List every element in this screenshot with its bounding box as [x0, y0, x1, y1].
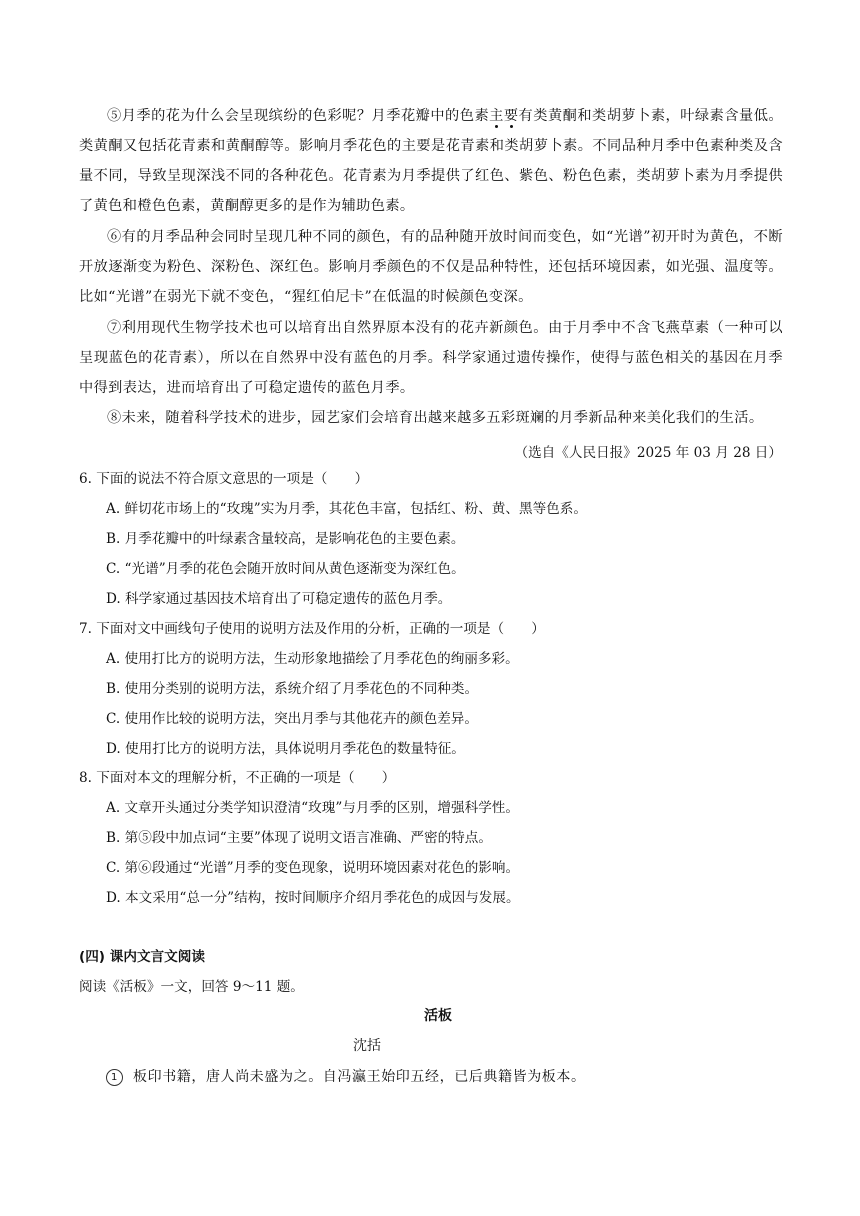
text-author: 沈括	[353, 1038, 381, 1054]
question-7-stem: 7. 下面对文中画线句子使用的说明方法及作用的分析，正确的一项是（ ）	[79, 621, 545, 637]
question-8-option-c: C. 第⑥段通过“光谱”月季的变色现象，说明环境因素对花色的影响。	[106, 860, 520, 876]
paragraph-5-text-b: 有类黄酮和类胡萝卜素，叶绿素含量低。类黄酮又包括花青素和黄酮醇等。影响月季花色的主要是花青素和类胡萝卜素。不同品种月季中色素种类及含量不同，导致呈现深浅不同的各种花色。花青素为月季提供了红色、紫色、粉色色素，类胡萝卜素为月季提供了黄色和橙色色素，黄酮醇更多的是作为辅助色素。	[79, 108, 783, 214]
paragraph-7: ⑦利用现代生物学技术也可以培育出自然界原本没有的花卉新颜色。由于月季中不含飞燕草素（一种可以呈现蓝色的花青素），所以在自然界中没有蓝色的月季。科学家通过遗传操作，使得与蓝色相关的基因在月季中得到表达，进而培育出了可稳定遗传的蓝色月季。	[79, 320, 783, 396]
question-8-option-d: D. 本文采用“总一分”结构，按时间顺序介绍月季花色的成因与发展。	[106, 890, 520, 906]
question-6-option-b: B. 月季花瓣中的叶绿素含量较高，是影响花色的主要色素。	[106, 531, 465, 547]
paragraph-number-1: 1	[106, 1069, 123, 1086]
section-intro: 阅读《活板》一文，回答 9～11 题。	[79, 979, 304, 995]
emphasis-dot-word-2: 要	[503, 108, 519, 124]
classical-paragraph-1	[106, 1066, 586, 1086]
text-title: 活板	[424, 1008, 452, 1024]
question-8-option-b: B. 第⑤段中加点词“主要”体现了说明文语言准确、严密的特点。	[106, 830, 492, 846]
paragraph-8: ⑧未来，随着科学技术的进步，园艺家们会培育出越来越多五彩斑斓的月季新品种来美化我们的生活。	[107, 410, 764, 426]
question-6-option-c: C. “光谱”月季的花色会随开放时间从黄色逐渐变为深红色。	[106, 561, 465, 577]
question-7-option-c: C. 使用作比较的说明方法，突出月季与其他花卉的颜色差异。	[106, 711, 478, 727]
source-citation: （选自《人民日报》2025 年 03 月 28 日）	[514, 445, 782, 461]
question-8-option-a: A. 文章开头通过分类学知识澄清“玫瑰”与月季的区别，增强科学性。	[106, 800, 519, 816]
question-6-option-a: A. 鲜切花市场上的“玫瑰”实为月季，其花色丰富，包括红、粉、黄、黑等色系。	[106, 501, 587, 517]
paragraph-5-text-a: ⑤月季的花为什么会呈现缤纷的色彩呢？月季花瓣中的色素	[107, 108, 490, 124]
paragraph-6: ⑥有的月季品种会同时呈现几种不同的颜色，有的品种随开放时间而变色，如“光谱”初开时为黄色，不断开放逐渐变为粉色、深粉色、深红色。影响月季颜色的不仅是品种特性，还包括环境因素，如光强、温度等。比如“光谱”在弱光下就不变色，“猩红伯尼卡”在低温的时候颜色变深。	[79, 229, 783, 305]
question-6-stem: 6. 下面的说法不符合原文意思的一项是（ ）	[79, 471, 369, 487]
classical-paragraph-1-text: 板印书籍，唐人尚未盛为之。自冯瀛王始印五经，已后典籍皆为板本。	[133, 1069, 586, 1085]
emphasis-dot-word-1: 主	[489, 108, 504, 124]
question-8-stem: 8. 下面对本文的理解分析，不正确的一项是（ ）	[79, 770, 396, 786]
question-6-option-d: D. 科学家通过基因技术培育出了可稳定遗传的蓝色月季。	[106, 591, 452, 607]
question-7-option-d: D. 使用打比方的说明方法，具体说明月季花色的数量特征。	[106, 741, 465, 757]
question-7-option-b: B. 使用分类别的说明方法，系统介绍了月季花色的不同种类。	[106, 681, 479, 697]
section-heading: (四) 课内文言文阅读	[79, 949, 205, 965]
paragraph-5	[79, 101, 783, 221]
question-7-option-a: A. 使用打比方的说明方法，生动形象地描绘了月季花色的绚丽多彩。	[106, 651, 519, 667]
